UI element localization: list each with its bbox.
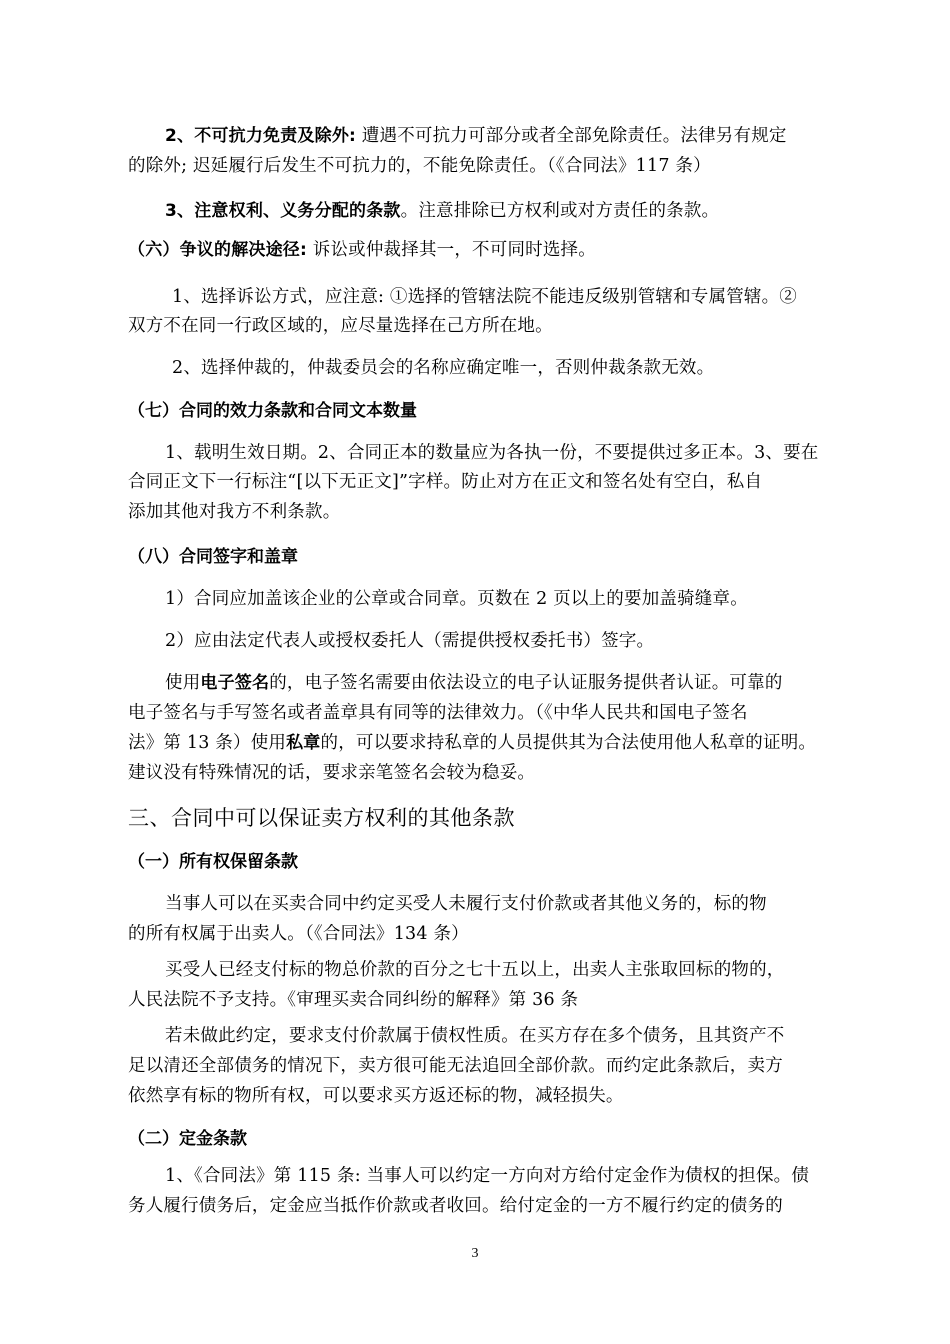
page-number: 3 <box>471 1246 479 1261</box>
paragraph-line: 法》第 13 条）使用私章的，可以要求持私章的人员提供其为合法使用他人私章的证明。 <box>128 733 817 753</box>
paragraph-line: 1、载明生效日期。2、合同正本的数量应为各执一份，不要提供过多正本。3、要在 <box>165 443 819 463</box>
paragraph-line: 买受人已经支付标的物总价款的百分之七十五以上，出卖人主张取回标的物的， <box>165 960 785 980</box>
section-8-heading: （八）合同签字和盖章 <box>128 547 298 567</box>
paragraph-line: 1、选择诉讼方式，应注意: ①选择的管辖法院不能违反级别管辖和专属管辖。② <box>172 287 797 307</box>
paragraph-rights: 3、注意权利、义务分配的条款。注意排除已方权利或对方责任的条款。 <box>165 201 720 221</box>
paragraph-signature: 2）应由法定代表人或授权委托人（需提供授权委托书）签字。 <box>165 631 655 651</box>
paragraph-line: 1、《合同法》第 115 条: 当事人可以约定一方向对方给付定金作为债权的担保。债 <box>165 1166 810 1186</box>
paragraph-line: 当事人可以在买卖合同中约定买受人未履行支付价款或者其他义务的，标的物 <box>165 894 767 914</box>
paragraph-e-signature: 使用电子签名的，电子签名需要由依法设立的电子认证服务提供者认证。可靠的 <box>165 673 783 693</box>
section-6-heading: （六）争议的解决途径: 诉讼或仲裁择其一，不可同时选择。 <box>128 240 596 260</box>
bold-term: 私章 <box>286 733 321 753</box>
paragraph-line: 合同正文下一行标注“[以下无正文]”字样。防止对方在正文和签名处有空白，私自 <box>128 472 763 492</box>
section-3-title: 三、合同中可以保证卖方权利的其他条款 <box>128 806 515 830</box>
paragraph-line: 的所有权属于出卖人。（《合同法》134 条） <box>128 924 469 944</box>
paragraph-line: 建议没有特殊情况的话，要求亲笔签名会较为稳妥。 <box>128 763 536 783</box>
paragraph-line: 添加其他对我方不利条款。 <box>128 502 341 522</box>
paragraph-force-majeure: 2、不可抗力免责及除外: 遭遇不可抗力可部分或者全部免除责任。法律另有规定 <box>165 126 787 146</box>
subsection-1-heading: （一）所有权保留条款 <box>128 852 298 872</box>
bold-term: 3、注意权利、义务分配的条款 <box>165 201 401 221</box>
paragraph-line: 电子签名与手写签名或者盖章具有同等的法律效力。（《中华人民共和国电子签名 <box>128 703 748 723</box>
paragraph-line: 依然享有标的物所有权，可以要求买方返还标的物，减轻损失。 <box>128 1086 624 1106</box>
paragraph-line: 的除外; 迟延履行后发生不可抗力的，不能免除责任。（《合同法》117 条） <box>128 156 711 176</box>
paragraph-line: 人民法院不予支持。《审理买卖合同纠纷的解释》第 36 条 <box>128 990 579 1010</box>
section-7-heading: （七）合同的效力条款和合同文本数量 <box>128 401 417 421</box>
bold-term: 2、不可抗力免责及除外: <box>165 126 357 146</box>
paragraph-line: 足以清还全部债务的情况下，卖方很可能无法追回全部价款。而约定此条款后，卖方 <box>128 1056 783 1076</box>
paragraph-line: 务人履行债务后，定金应当抵作价款或者收回。给付定金的一方不履行约定的债务的 <box>128 1196 783 1216</box>
subsection-2-heading: （二）定金条款 <box>128 1129 247 1149</box>
paragraph-seal: 1）合同应加盖该企业的公章或合同章。页数在 2 页以上的要加盖骑缝章。 <box>165 589 748 609</box>
bold-term: 电子签名 <box>200 673 270 693</box>
paragraph-arbitration: 2、选择仲裁的，仲裁委员会的名称应确定唯一，否则仲裁条款无效。 <box>172 358 715 378</box>
paragraph-line: 双方不在同一行政区域的，应尽量选择在己方所在地。 <box>128 316 553 336</box>
paragraph-line: 若未做此约定，要求支付价款属于债权性质。在买方存在多个债务，且其资产不 <box>165 1026 785 1046</box>
